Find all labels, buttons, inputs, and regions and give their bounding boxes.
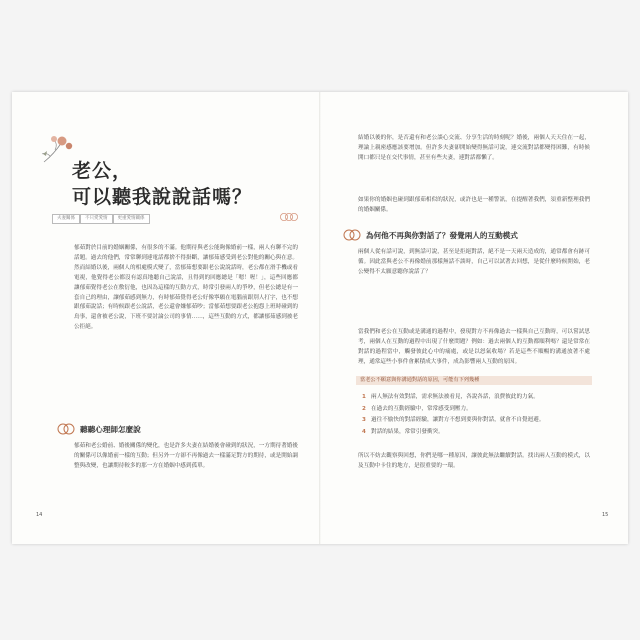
right-paragraph-2: 如果你的婚姻也碰到跟郁茹相似的狀況，或許也是一種警訊，在提醒著我們，須重新整理我們的婚姻關係。 xyxy=(358,197,590,213)
tag-row xyxy=(52,214,150,224)
list-item xyxy=(362,415,592,427)
page-number-right: 15 xyxy=(602,512,609,518)
title-line-2: 可以聽我說說話嗎？ xyxy=(72,186,253,208)
page-number-left: 14 xyxy=(36,512,43,518)
list-number: 4 xyxy=(362,428,366,435)
left-paragraph-2: 郁茹和老公婚前、婚後關係的變化，也是許多夫妻在結婚後會碰到的狀況，一方期待著婚後的關係可以像婚前一樣的互動；但另外一方卻不再像過去一樣滿足對方的期待，或是開始調整與改變，也讓期待較多的那一方在婚姻中感到孤單。 xyxy=(74,443,298,469)
left-paragraph-1: 郁茹對於目前的婚姻關係，有很多的不滿。他期待與老公能夠像婚前一樣，兩人有聊不完的話題。過去的他們，常常聊到連電話都捨不得掛斷，讓郁茹感受到老公對他的關心與在意。然而結婚以後，兩個人的相處模式變了，當郁茹想要跟老公說說話時，老公都在滑手機或看電視，他覺得老公都沒有認真地聽自己說話，且得到的回應總是「嗯！喔！」，這些回應都讓郁茹覺得老公在敷衍他，也因為這樣的互動方式，時常引發兩人的爭吵，但老公總是有一套自己的理由，讓郁茹感到無力，有時郁茹覺得老公好像寧願在電腦前跟別人打字，也不想跟郁茹說話；有時候跟老公說話，老公還會嫌郁茹吵；當郁茹想要跟老公抱怨上班時碰到的鳥事，還會被老公說，下班不要討論公司的事情……，這些互動的方式，都讓郁茹感到被老公拒絕。 xyxy=(74,245,298,331)
reasons-callout: 當老公不願意與你溝通對話的原因，可能有下列幾種 xyxy=(356,376,592,385)
rings-icon xyxy=(277,212,301,222)
tag: 不只愛愛情 xyxy=(80,214,113,224)
list-number: 3 xyxy=(362,417,366,423)
title-line-1: 老公， xyxy=(72,160,133,182)
rings-icon xyxy=(56,422,76,436)
list-item-text: 對話的結果，常常引發衝突。 xyxy=(371,428,444,435)
list-item-text: 在過去的互動經驗中，常常感受到壓力。 xyxy=(371,405,472,412)
list-item xyxy=(362,392,592,404)
right-paragraph-3: 兩個人從有話可說，到無話可說，甚至是拒絕對話，絕不是一天兩天造成的，通常都會有跡可循。因此當與老公不再像婚前那樣無話不談時，自己可以試著去回想，是從什麼時候開始，老公變得不太願意聽你說話了？ xyxy=(358,249,590,275)
list-item-text: 兩人無法有效對話，需求無法被看見，各說各話，浪費彼此的力氣。 xyxy=(371,394,539,400)
tag: 夫妻關係 xyxy=(52,214,80,224)
list-number: 2 xyxy=(362,405,366,412)
right-paragraph-5: 所以不妨去觀察與回想，你們是哪一種原因，讓彼此無法繼續對話。找出兩人互動的模式，以及互動中卡住的地方，是很重要的一環。 xyxy=(358,453,590,469)
right-paragraph-4: 當我們和老公在互動或是溝通的過程中，發現對方不再像過去一樣與自己互動時，可以嘗試思考，兩個人在互動的過程中出現了什麼問題？例如：過去兩個人的互動都順利嗎？還是常常在對話的過程當中，觸發彼此心中的痛處，或是以怒氣收場？若是這些不順暢的溝通放著不處理，通常這些小事件會累積成大事件，成為影響兩人互動的原因。 xyxy=(358,329,590,365)
book-spread xyxy=(12,92,628,544)
list-item-text: 過往不愉快的對話經驗，讓對方不想到要與你對話，就會不自覺迴避。 xyxy=(371,417,545,423)
heading-text: 為何他不再與你對話了？發覺兩人的互動模式 xyxy=(366,230,518,240)
reasons-list xyxy=(362,392,592,438)
list-item xyxy=(362,404,592,416)
right-paragraph-1: 結婚以後的你，是否還有和老公談心交流、分享生活的時刻呢？婚後，兩個人天天住在一起，理論上親密感應該要增加。但許多夫妻卻開始變得無話可說，連交流對話都變得困難，有時候開口都只是在交代事情，甚至有些夫妻，連對話都懶了。 xyxy=(358,135,590,161)
tag: 更重愛情關係 xyxy=(113,214,150,224)
list-item xyxy=(362,427,592,439)
right-section-heading xyxy=(342,228,518,242)
left-page xyxy=(12,92,320,544)
heading-text: 聽聽心理師怎麼說 xyxy=(80,424,141,434)
chapter-title xyxy=(72,158,252,210)
left-section-heading xyxy=(56,422,141,436)
list-number: 1 xyxy=(362,394,366,400)
right-page xyxy=(320,92,628,544)
rings-icon xyxy=(342,228,362,242)
